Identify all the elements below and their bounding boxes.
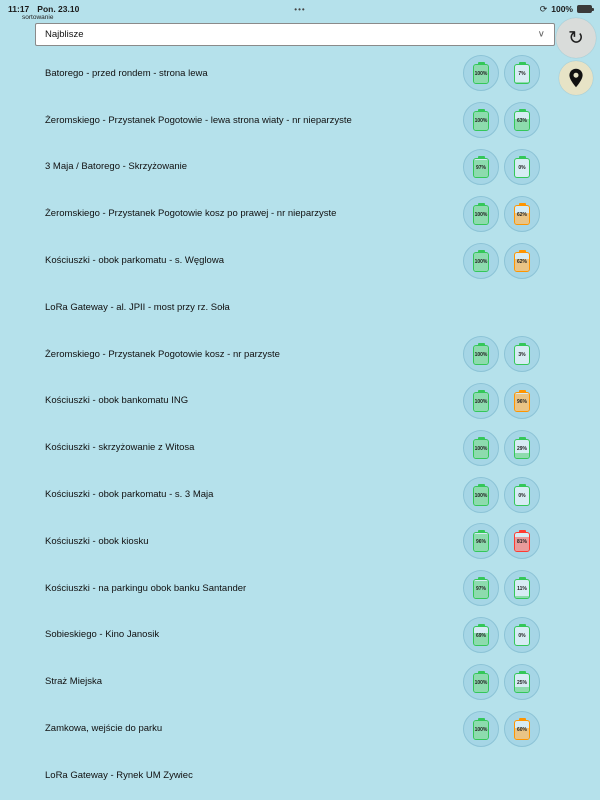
battery-percent-value: 97% bbox=[475, 164, 486, 171]
battery-gauge-icon bbox=[514, 673, 530, 693]
battery-percent-value: 63% bbox=[516, 118, 527, 125]
sensor-location-label: Kościuszki - skrzyżowanie z Witosa bbox=[45, 442, 195, 454]
list-item[interactable] bbox=[0, 284, 600, 331]
battery-badges bbox=[463, 430, 540, 466]
list-item[interactable] bbox=[0, 331, 600, 378]
chevron-down-icon: ∨ bbox=[537, 29, 545, 40]
battery-fill bbox=[515, 453, 529, 458]
battery-badges bbox=[463, 55, 540, 91]
battery-badge[interactable] bbox=[504, 617, 540, 653]
battery-badge[interactable] bbox=[504, 430, 540, 466]
battery-badge[interactable] bbox=[504, 570, 540, 606]
battery-badge[interactable] bbox=[504, 149, 540, 185]
battery-fill bbox=[515, 364, 529, 365]
battery-gauge-icon bbox=[514, 158, 530, 178]
battery-gauge-icon bbox=[473, 486, 489, 506]
battery-gauge-icon bbox=[473, 532, 489, 552]
battery-gauge-icon bbox=[514, 392, 530, 412]
battery-gauge-icon bbox=[473, 720, 489, 740]
sensor-location-label: Batorego - przed rondem - strona lewa bbox=[45, 67, 208, 79]
status-time: 11:17 bbox=[8, 4, 30, 14]
battery-percent-value: 100% bbox=[474, 398, 488, 405]
battery-badges bbox=[463, 336, 540, 372]
battery-gauge-icon bbox=[514, 626, 530, 646]
battery-gauge-icon bbox=[514, 345, 530, 365]
status-date: Pon. 23.10 bbox=[37, 4, 80, 14]
battery-gauge-icon bbox=[473, 439, 489, 459]
refresh-icon: ↻ bbox=[568, 27, 584, 49]
battery-percent-value: 62% bbox=[516, 258, 527, 265]
sensor-location-label: Kościuszki - obok parkomatu - s. Węglowa bbox=[45, 255, 224, 267]
battery-percent-value: 81% bbox=[516, 539, 527, 546]
sensor-location-label: Kościuszki - obok bankomatu ING bbox=[45, 395, 189, 407]
list-item[interactable] bbox=[0, 705, 600, 752]
list-item[interactable] bbox=[0, 471, 600, 518]
battery-percent-value: 100% bbox=[474, 258, 488, 265]
battery-gauge-icon bbox=[473, 626, 489, 646]
sensor-location-label: Żeromskiego - Przystanek Pogotowie kosz - nr parzyste bbox=[45, 348, 280, 360]
status-center-dots: ••• bbox=[294, 4, 306, 14]
battery-percent-value: 100% bbox=[474, 726, 488, 733]
list-item[interactable] bbox=[0, 752, 600, 799]
battery-badges bbox=[463, 617, 540, 653]
list-item[interactable] bbox=[0, 424, 600, 471]
battery-badge[interactable] bbox=[504, 711, 540, 747]
battery-badges bbox=[463, 383, 540, 419]
battery-badge[interactable] bbox=[504, 477, 540, 513]
battery-percent-text: 100% bbox=[551, 4, 573, 14]
battery-badges bbox=[463, 570, 540, 606]
battery-percent-value: 25% bbox=[516, 679, 527, 686]
battery-badge[interactable] bbox=[504, 664, 540, 700]
battery-gauge-icon bbox=[473, 579, 489, 599]
battery-badge[interactable] bbox=[504, 336, 540, 372]
battery-percent-value: 100% bbox=[474, 118, 488, 125]
battery-badges bbox=[463, 664, 540, 700]
battery-percent-value: 3% bbox=[518, 352, 526, 359]
sensor-location-label: Kościuszki - obok kiosku bbox=[45, 535, 149, 547]
sensor-list bbox=[0, 50, 600, 799]
battery-percent-value: 100% bbox=[474, 492, 488, 499]
list-item[interactable] bbox=[0, 97, 600, 144]
list-item[interactable] bbox=[0, 378, 600, 425]
battery-percent-value: 69% bbox=[475, 632, 486, 639]
list-item[interactable] bbox=[0, 144, 600, 191]
sensor-location-label: 3 Maja / Batorego - Skrzyżowanie bbox=[45, 161, 188, 173]
battery-badge[interactable] bbox=[463, 570, 499, 606]
battery-badge[interactable] bbox=[504, 523, 540, 559]
list-item[interactable] bbox=[0, 50, 600, 97]
battery-percent-value: 62% bbox=[516, 211, 527, 218]
battery-gauge-icon bbox=[514, 579, 530, 599]
battery-percent-value: 0% bbox=[518, 492, 526, 499]
sensor-location-label: Zamkowa, wejście do parku bbox=[45, 723, 163, 735]
battery-gauge-icon bbox=[473, 205, 489, 225]
battery-gauge-icon bbox=[514, 720, 530, 740]
battery-badge[interactable] bbox=[504, 196, 540, 232]
sort-dropdown-value: Najblisze bbox=[45, 29, 84, 40]
list-item[interactable] bbox=[0, 518, 600, 565]
battery-fill bbox=[515, 596, 529, 598]
list-item[interactable] bbox=[0, 612, 600, 659]
battery-percent-value: 11% bbox=[517, 586, 527, 593]
battery-percent-value: 97% bbox=[475, 586, 486, 593]
battery-badge[interactable] bbox=[463, 336, 499, 372]
battery-percent-value: 100% bbox=[474, 71, 488, 78]
battery-badge[interactable] bbox=[463, 102, 499, 138]
battery-gauge-icon bbox=[473, 158, 489, 178]
battery-badge[interactable] bbox=[463, 664, 499, 700]
battery-fill bbox=[515, 687, 529, 692]
battery-gauge-icon bbox=[514, 252, 530, 272]
battery-gauge-icon bbox=[473, 673, 489, 693]
sensor-location-label: Kościuszki - na parkingu obok banku Santander bbox=[45, 582, 247, 594]
battery-gauge-icon bbox=[514, 64, 530, 84]
battery-percent-value: 60% bbox=[516, 726, 527, 733]
battery-badges bbox=[463, 149, 540, 185]
sensor-location-label: LoRa Gateway - Rynek UM Zywiec bbox=[45, 769, 193, 781]
battery-gauge-icon bbox=[514, 532, 530, 552]
battery-percent-value: 7% bbox=[518, 71, 526, 78]
battery-badge[interactable] bbox=[504, 55, 540, 91]
battery-percent-value: 96% bbox=[516, 398, 527, 405]
battery-badge[interactable] bbox=[463, 196, 499, 232]
battery-badge[interactable] bbox=[463, 149, 499, 185]
battery-badges bbox=[463, 477, 540, 513]
battery-badges bbox=[463, 196, 540, 232]
sensor-location-label: Kościuszki - obok parkomatu - s. 3 Maja bbox=[45, 489, 214, 501]
battery-badge[interactable] bbox=[504, 243, 540, 279]
battery-gauge-icon bbox=[473, 252, 489, 272]
list-item[interactable] bbox=[0, 565, 600, 612]
sensor-location-label: Straż Miejska bbox=[45, 676, 103, 688]
battery-badges bbox=[463, 102, 540, 138]
battery-gauge-icon bbox=[514, 486, 530, 506]
battery-percent-value: 100% bbox=[474, 679, 488, 686]
list-item[interactable] bbox=[0, 190, 600, 237]
battery-badge[interactable] bbox=[463, 55, 499, 91]
battery-gauge-icon bbox=[473, 392, 489, 412]
sensor-location-label: Żeromskiego - Przystanek Pogotowie kosz po prawej - nr nieparzyste bbox=[45, 208, 337, 220]
battery-percent-value: 0% bbox=[518, 632, 526, 639]
battery-badges bbox=[463, 243, 540, 279]
battery-gauge-icon bbox=[473, 345, 489, 365]
battery-percent-value: 100% bbox=[474, 445, 488, 452]
battery-gauge-icon bbox=[514, 439, 530, 459]
sort-label: sortowanie bbox=[22, 14, 54, 21]
battery-badge[interactable] bbox=[463, 477, 499, 513]
status-bar bbox=[0, 0, 600, 18]
battery-badge[interactable] bbox=[504, 383, 540, 419]
battery-fill bbox=[515, 82, 529, 83]
battery-badge[interactable] bbox=[463, 711, 499, 747]
battery-gauge-icon bbox=[514, 205, 530, 225]
battery-percent-value: 0% bbox=[518, 164, 526, 171]
sensor-location-label: LoRa Gateway - al. JPII - most przy rz. Soła bbox=[45, 301, 230, 313]
battery-badge[interactable] bbox=[463, 617, 499, 653]
battery-badges bbox=[463, 711, 540, 747]
battery-gauge-icon bbox=[473, 111, 489, 131]
sort-dropdown[interactable] bbox=[35, 23, 555, 46]
battery-badge[interactable] bbox=[463, 383, 499, 419]
sensor-location-label: Sobieskiego - Kino Janosik bbox=[45, 629, 160, 641]
battery-percent-value: 29% bbox=[516, 445, 527, 452]
battery-gauge-icon bbox=[514, 111, 530, 131]
battery-percent-value: 96% bbox=[475, 539, 486, 546]
battery-badge[interactable] bbox=[504, 102, 540, 138]
list-item[interactable] bbox=[0, 237, 600, 284]
battery-gauge-icon bbox=[473, 64, 489, 84]
battery-badge[interactable] bbox=[463, 523, 499, 559]
list-item[interactable] bbox=[0, 658, 600, 705]
battery-percent-value: 100% bbox=[474, 211, 488, 218]
battery-badge[interactable] bbox=[463, 430, 499, 466]
battery-percent-value: 100% bbox=[474, 352, 488, 359]
battery-icon bbox=[577, 5, 592, 13]
battery-badge[interactable] bbox=[463, 243, 499, 279]
battery-badges bbox=[463, 523, 540, 559]
rotation-lock-icon: ⟳ bbox=[539, 3, 548, 14]
sensor-location-label: Żeromskiego - Przystanek Pogotowie - lewa strona wiaty - nr nieparzyste bbox=[45, 114, 352, 126]
